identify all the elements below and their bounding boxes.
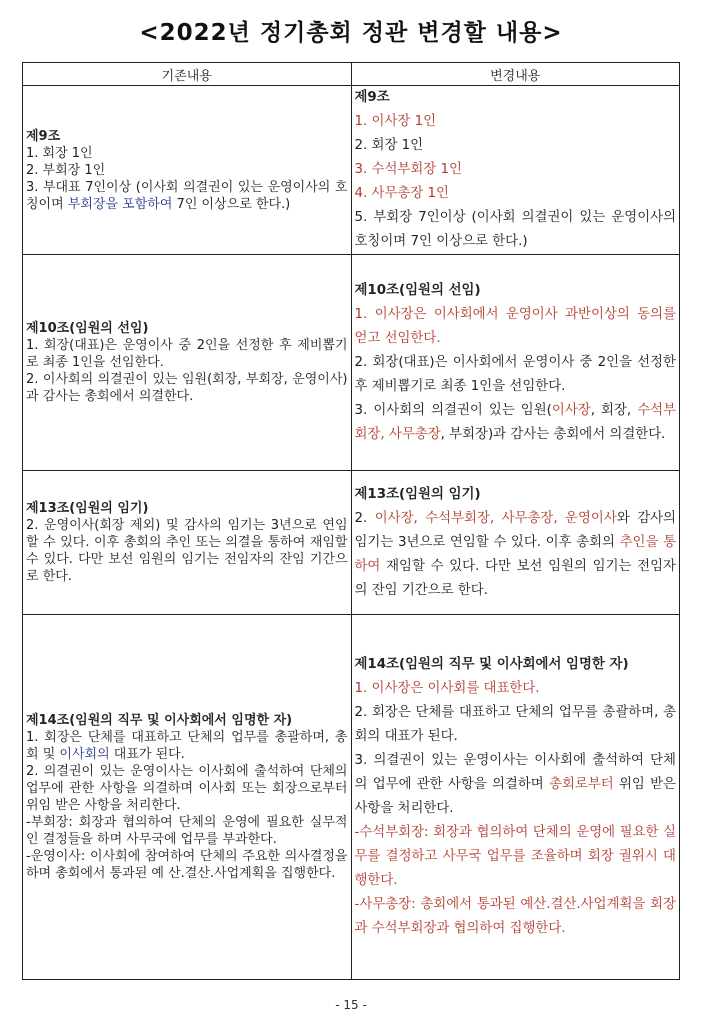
text-red: 1. 이사장 1인 (354, 114, 437, 129)
cell-line (26, 145, 348, 162)
text-segment: 7인 이상으로 한다.) (172, 196, 291, 212)
article-9-changed (351, 86, 680, 255)
text-segment: 대표가 된다. (109, 747, 185, 762)
text-red: -사무총장: 총회에서 통과된 예산.결산.사업계획을 회장과 수석부회장과 협의하여 집행한다. (354, 897, 676, 936)
text-segment: -부회장: 회장과 협의하여 단체의 운영에 필요한 실무적인 결정들을 하며 사무국에 업무를 부과한다. (26, 815, 348, 847)
cell-line (355, 507, 677, 603)
text-red: 3. 수석부회장 1인 (354, 162, 462, 177)
cell-line (26, 179, 348, 213)
text-segment: , 부회장)과 감사는 총회에서 의결한다. (440, 426, 666, 442)
text-red: 총회로부터 (549, 777, 614, 792)
text-red: -수석부회장: 회장과 협의하여 단체의 운영에 필요한 실무를 결정하고 사무국 업무를 조율하며 회장 궐위시 대행한다. (354, 825, 676, 888)
text-red: 수석부회장, 사무총장 (354, 402, 677, 442)
cell-line (26, 162, 348, 179)
text-segment: 2. 운영이사(회장 제외) 및 감사의 임기는 3년으로 연임할 수 있다. 이후 총회의 추인 또는 의결을 통하여 재임할 수 있다. 다만 보선 임원의 임기는 전임자의 잔임 기간으로 한다. (26, 518, 348, 584)
cell-line (355, 677, 677, 701)
text-segment: 2. 부회장 1인 (26, 162, 106, 178)
text-segment: 1. 회장은 단체를 대표하고 단체의 업무를 총괄하며, 총회 및 (26, 730, 348, 762)
cell-line (26, 337, 348, 371)
text-bold: 제9조 (26, 128, 61, 144)
article-13-existing (23, 471, 352, 615)
article-14-existing (23, 615, 352, 980)
text-segment: 위임 받은 사항을 처리한다. (354, 777, 676, 816)
cell-line (26, 500, 348, 517)
text-segment: 3. 의결권이 있는 운영이사는 이사회에 출석하여 단체의 업무에 관한 사항을 의결하며 (354, 753, 676, 792)
header-changed: 변경내용 (351, 63, 680, 86)
text-segment: 2. 의결권이 있는 운영이사는 이사회에 출석하여 단체의 업무에 관한 사항을 의결하며 이사회 또는 회장으로부터 위임 받은 사항을 처리한다. (26, 764, 348, 813)
page-title: <2022년 정기총회 정관 변경할 내용> (139, 20, 563, 46)
text-segment: 2. 회장 1인 (354, 138, 424, 153)
cell-line (26, 517, 348, 585)
article-9-row (23, 86, 680, 255)
text-segment: 2. 회장(대표)은 이사회에서 운영이사 중 2인을 선정한 후 제비뽑기로 최종 1인을 선임한다. (354, 354, 676, 394)
cell-line (26, 320, 348, 337)
text-segment: 2. 회장은 단체를 대표하고 단체의 업무를 총괄하며, 총회의 대표가 된다. (354, 705, 676, 744)
cell-line (26, 763, 348, 814)
cell-line (26, 712, 348, 729)
article-10-changed (351, 255, 680, 471)
cell-line (355, 134, 677, 158)
cell-line (355, 303, 677, 351)
text-bold: 제10조(임원의 선임) (26, 321, 149, 336)
header-row (23, 63, 680, 86)
cell-line (355, 110, 677, 134)
text-red: 이사장, 수석부회장, 사무총장, 운영이사 (374, 510, 617, 526)
cell-line (355, 182, 677, 206)
text-segment: -운영이사: 이사회에 참여하여 단체의 주요한 의사결정을 하며 총회에서 통과된 예 산.결산.사업계획을 집행한다. (26, 849, 348, 881)
text-segment: 1. 회장(대표)은 운영이사 중 2인을 선정한 후 제비뽑기로 최종 1인을 선임한다. (26, 338, 348, 370)
text-segment: 재임할 수 있다. 다만 보선 임원의 임기는 전임자의 잔임 기간으로 한다. (354, 558, 676, 598)
text-bold: 제13조(임원의 임기) (354, 486, 481, 502)
text-segment: 2. (354, 510, 375, 526)
cell-line (355, 399, 677, 447)
article-9-existing (23, 86, 352, 255)
cell-line (26, 128, 348, 145)
text-bold: 제14조(임원의 직무 및 이사회에서 임명한 자) (354, 657, 629, 672)
cell-line (26, 371, 348, 405)
cell-line (355, 653, 677, 677)
header-existing: 기존내용 (23, 63, 352, 86)
text-segment: 1. 회장 1인 (26, 145, 93, 161)
cell-line (355, 483, 677, 507)
article-13-row (23, 471, 680, 615)
text-bold: 제13조(임원의 임기) (26, 501, 149, 516)
cell-line (26, 848, 348, 882)
cell-line (355, 158, 677, 182)
article-10-existing (23, 255, 352, 471)
text-segment: 5. 부회장 7인이상 (이사회 의결권이 있는 운영이사의 호칭이며 7인 이상으로 한다.) (354, 210, 676, 249)
text-red: 추인을 통하여 (354, 534, 676, 574)
text-red: 1. 이사장은 이사회에서 운영이사 과반이상의 동의를 얻고 선임한다. (354, 306, 676, 346)
cell-line (26, 729, 348, 763)
text-red: 이사장 (551, 402, 591, 418)
article-10-row (23, 255, 680, 471)
cell-line (355, 821, 677, 893)
text-segment: , 회장, (590, 402, 638, 418)
text-bold: 제9조 (354, 90, 390, 105)
article-14-row (23, 615, 680, 980)
cell-line (355, 701, 677, 749)
text-blue: 이사회의 (59, 747, 110, 762)
cell-line (355, 893, 677, 941)
cell-line (26, 814, 348, 848)
text-segment: 2. 이사회의 의결권이 있는 임원(회장, 부회장, 운영이사)과 감사는 총회에서 의결한다. (26, 372, 348, 404)
text-bold: 제14조(임원의 직무 및 이사회에서 임명한 자) (26, 713, 293, 728)
cell-line (355, 86, 677, 110)
text-segment: 3. 이사회의 의결권이 있는 임원( (354, 402, 552, 418)
text-blue: 부회장을 포함하여 (67, 196, 173, 212)
text-segment: 3. 부대표 7인이상 (이사회 의결권이 있는 운영이사의 호칭이며 (26, 179, 348, 212)
article-14-changed (351, 615, 680, 980)
cell-line (355, 206, 677, 254)
text-bold: 제10조(임원의 선임) (354, 282, 481, 298)
cell-line (355, 351, 677, 399)
cell-line (355, 749, 677, 821)
text-segment: 와 감사의 임기는 3년으로 연임할 수 있다. 이후 총회의 (354, 510, 676, 550)
cell-line (355, 279, 677, 303)
article-13-changed (351, 471, 680, 615)
comparison-table (22, 62, 680, 980)
text-red: 4. 사무총장 1인 (354, 186, 449, 201)
text-red: 1. 이사장은 이사회를 대표한다. (354, 681, 540, 696)
page-number: - 15 - (335, 998, 367, 1012)
